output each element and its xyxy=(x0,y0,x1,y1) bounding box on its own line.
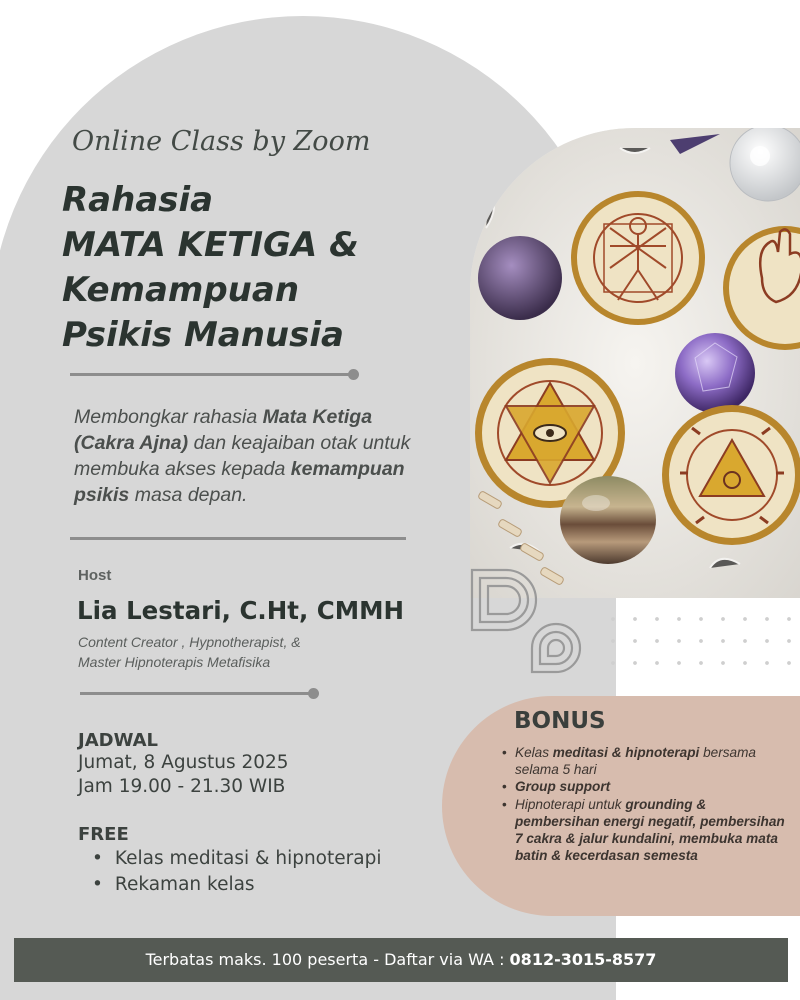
dot-pattern xyxy=(598,604,798,668)
list-item: • Group support xyxy=(500,778,790,795)
title-line: Rahasia xyxy=(62,180,214,220)
event-subtitle: Online Class by Zoom xyxy=(72,126,371,157)
whatsapp-number[interactable]: 0812-3015-8577 xyxy=(509,950,657,969)
event-title xyxy=(62,178,482,358)
bonus-title: BONUS xyxy=(514,708,606,734)
free-label: FREE xyxy=(78,824,129,845)
ritual-discs-photo xyxy=(470,128,800,598)
schedule-date: Jumat, 8 Agustus 2025 xyxy=(78,752,289,773)
schedule-time: Jam 19.00 - 21.30 WIB xyxy=(78,776,286,797)
list-item: • Kelas meditasi & hipnoterapi bersama selama 5 hari xyxy=(500,744,790,778)
schedule-label: JADWAL xyxy=(78,730,159,751)
list-item: • Rekaman kelas xyxy=(92,872,381,898)
brand-logo-icon xyxy=(470,568,592,684)
title-line: MATA KETIGA & xyxy=(62,225,359,265)
divider-line xyxy=(80,692,314,695)
host-name: Lia Lestari, C.Ht, CMMH xyxy=(77,596,405,625)
list-item: • Hipnoterapi untuk grounding & pembersihan energi negatif, pembersihan 7 cakra & jalur kundalini, membuka mata batin & kecerdasan semesta xyxy=(500,796,790,865)
host-role: Content Creator , Hypnotherapist, & Master Hipnoterapis Metafisika xyxy=(78,634,301,670)
registration-footer[interactable]: Terbatas maks. 100 peserta - Daftar via WA : 0812-3015-8577 xyxy=(14,938,788,982)
host-label: Host xyxy=(78,567,112,584)
title-line: Kemampuan xyxy=(62,270,300,310)
divider-line xyxy=(70,537,406,540)
title-line: Psikis Manusia xyxy=(62,315,344,355)
event-description: Membongkar rahasia Mata Ketiga (Cakra Ajna) dan keajaiban otak untuk membuka akses kepada kemampuan psikis masa depan. xyxy=(74,406,411,506)
list-item: • Kelas meditasi & hipnoterapi xyxy=(92,846,381,872)
bonus-list xyxy=(500,744,790,864)
free-list xyxy=(92,846,381,898)
divider-line xyxy=(70,373,354,376)
